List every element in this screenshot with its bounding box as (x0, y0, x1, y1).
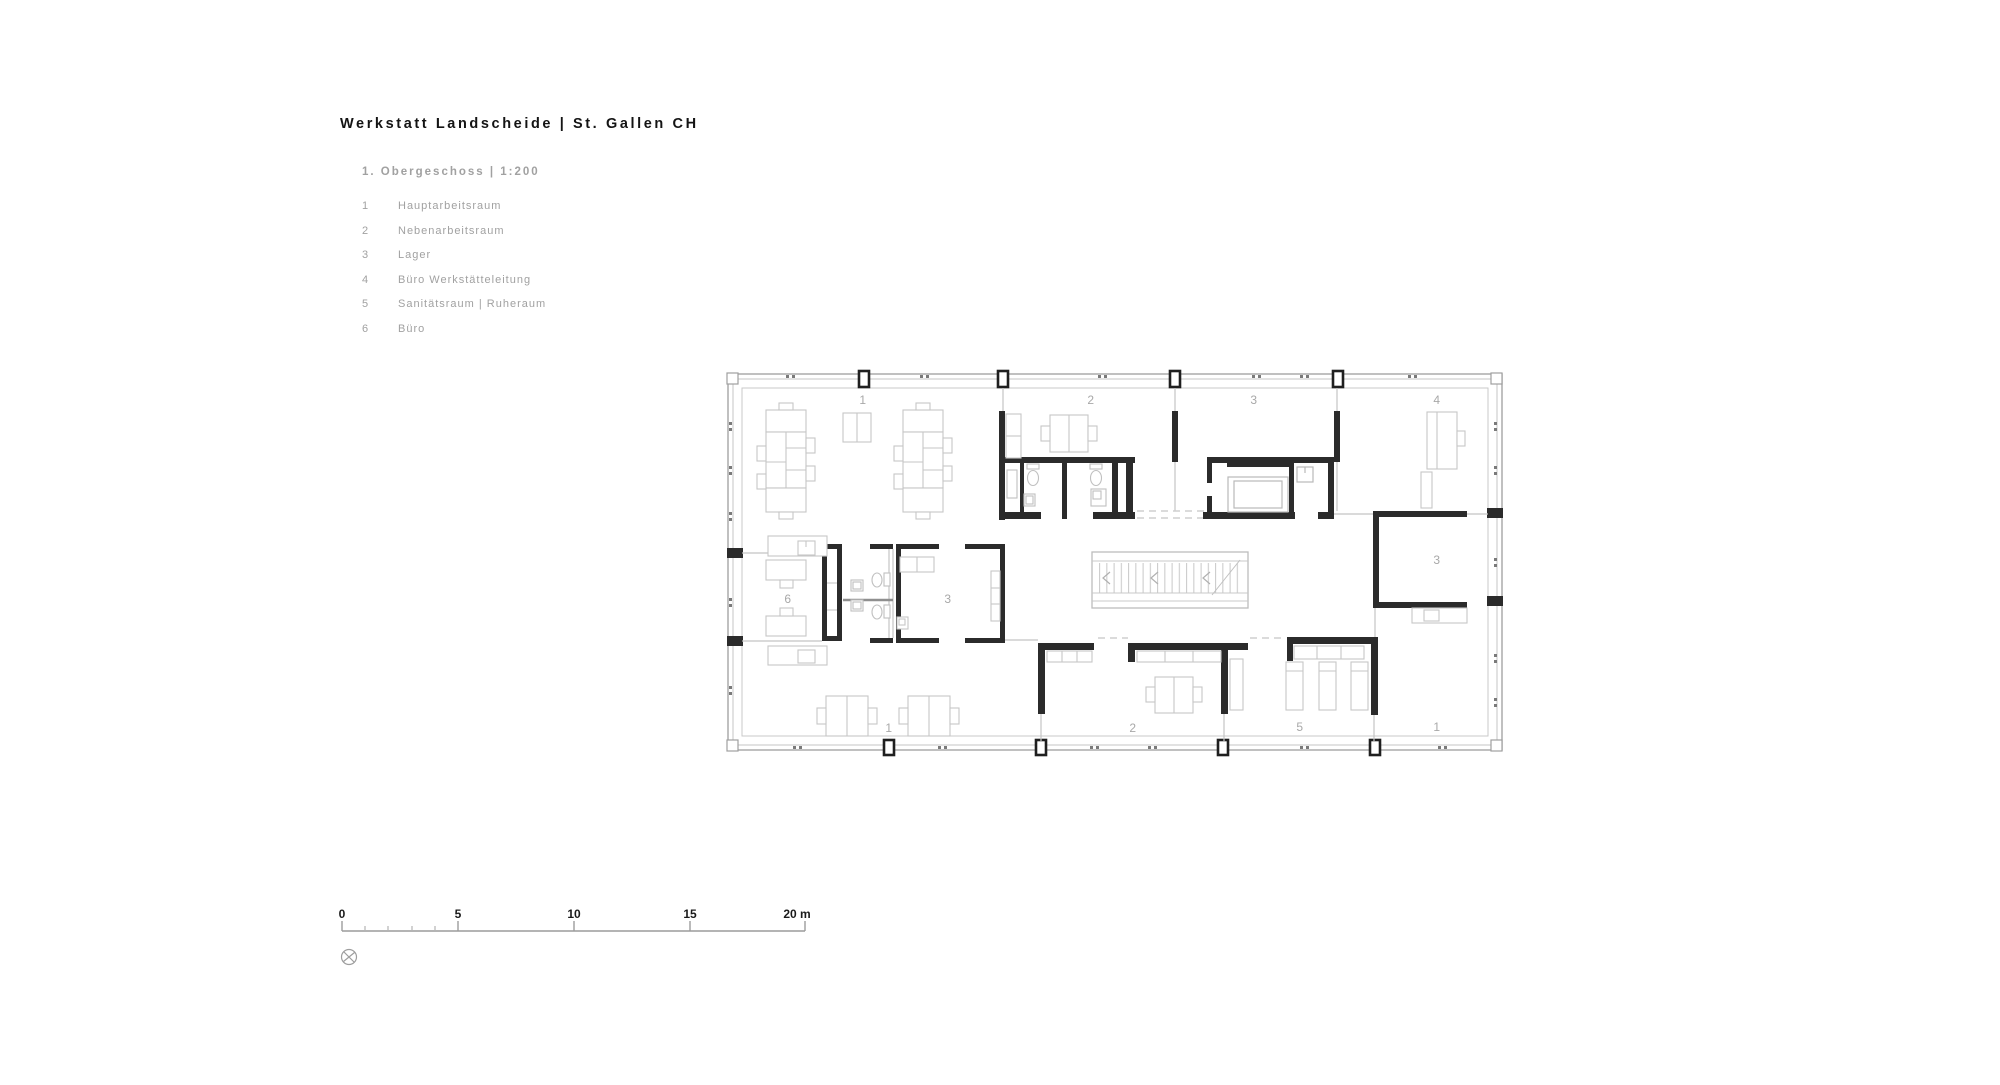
legend-label: Büro Werkstätteleitung (398, 273, 532, 286)
room-label: 3 (944, 592, 952, 606)
plan-subtitle: 1. Obergeschoss | 1:200 (362, 166, 540, 178)
legend-number: 4 (362, 273, 370, 286)
room-label: 3 (1433, 553, 1441, 567)
central-storage-interior (1228, 467, 1313, 512)
legend-number: 5 (362, 298, 370, 310)
furniture-management-office (1421, 412, 1465, 508)
scale-tick-label: 10 (567, 907, 581, 921)
north-marker-icon (342, 950, 357, 965)
room-label: 5 (1296, 720, 1304, 734)
storage-right-interior (1412, 608, 1467, 623)
legend-number: 3 (362, 249, 370, 261)
scale-tick-label: 5 (454, 907, 462, 921)
furniture-lower-band (817, 646, 1368, 736)
room-label: 1 (1433, 720, 1441, 734)
legend-number: 6 (362, 322, 370, 335)
stair-treads (1099, 563, 1244, 593)
scale-tick-label: 20 m (783, 907, 811, 921)
scale-tick-label: 0 (338, 907, 346, 921)
scale-tick-label: 15 (683, 907, 697, 921)
legend-number: 1 (362, 200, 370, 212)
room-label: 2 (1129, 721, 1137, 735)
legend-label: Hauptarbeitsraum (398, 200, 502, 212)
scale-bar-minor-ticks (365, 926, 435, 931)
legend-number: 2 (362, 224, 370, 237)
room-label: 3 (1250, 393, 1258, 407)
scale-bar (339, 907, 811, 931)
legend-label: Büro (398, 322, 426, 335)
room-label: 1 (885, 721, 893, 735)
legend-label: Lager (398, 249, 432, 261)
room-label: 6 (784, 592, 792, 606)
room-label: 2 (1087, 393, 1095, 407)
room-label: 1 (859, 393, 867, 407)
stair (1092, 552, 1248, 608)
legend-label: Sanitätsraum | Ruheraum (398, 298, 547, 310)
page-title: Werkstatt Landscheide | St. Gallen CH (340, 116, 699, 132)
furniture-side-workroom-top (1006, 414, 1097, 458)
sanitary-fixtures-mid (843, 573, 893, 619)
legend-label: Nebenarbeitsraum (398, 224, 505, 237)
furniture-main-workroom-top (757, 403, 952, 519)
room-label: 4 (1433, 393, 1441, 407)
